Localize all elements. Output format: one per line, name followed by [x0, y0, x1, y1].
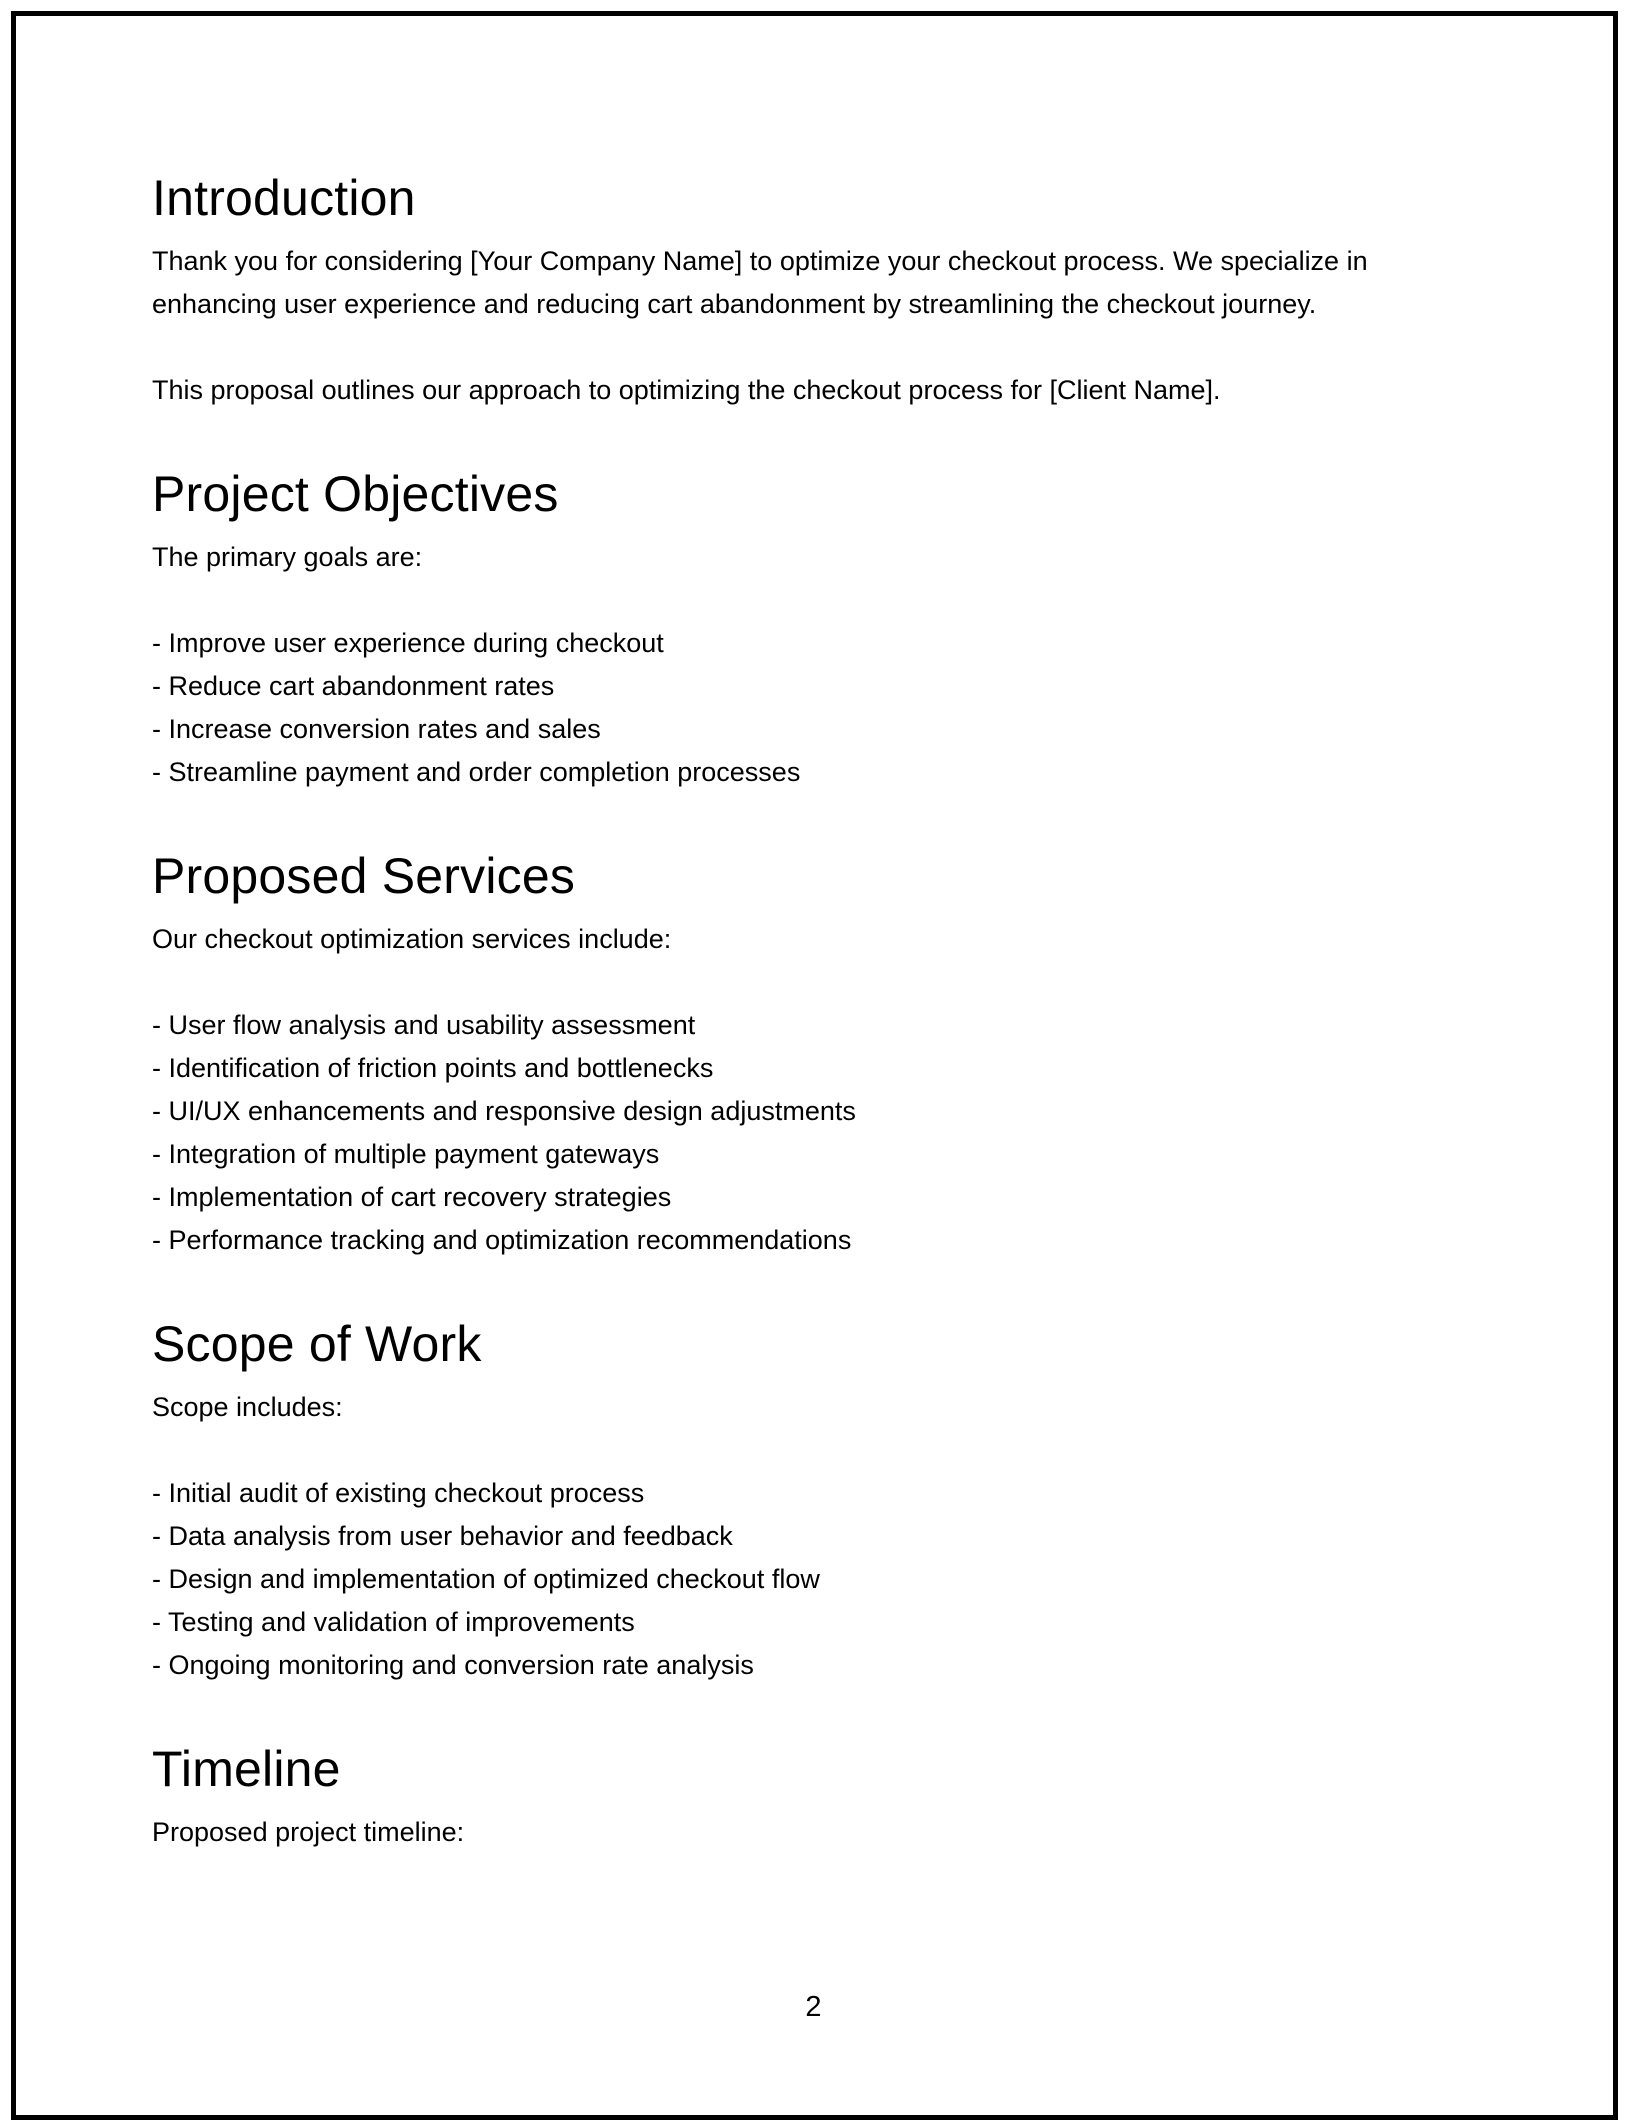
section-title-introduction: Introduction — [152, 170, 416, 226]
intro-line-1: Thank you for considering [Your Company Name] to optimize your checkout process. We specialize in — [152, 246, 1368, 276]
list-item: - Design and implementation of optimized checkout flow — [152, 1564, 820, 1594]
list-item: - Ongoing monitoring and conversion rate analysis — [152, 1650, 754, 1680]
objectives-intro: The primary goals are: — [152, 542, 423, 572]
list-item: - User flow analysis and usability assessment — [152, 1010, 696, 1040]
list-item: - Integration of multiple payment gateways — [152, 1139, 660, 1169]
timeline-intro: Proposed project timeline: — [152, 1817, 465, 1847]
services-list — [152, 1004, 1452, 1262]
list-item: - Increase conversion rates and sales — [152, 714, 601, 744]
list-item: - Testing and validation of improvements — [152, 1607, 635, 1637]
scope-intro: Scope includes: — [152, 1392, 343, 1422]
intro-line-3: This proposal outlines our approach to optimizing the checkout process for [Client Name]. — [152, 375, 1221, 405]
list-item: - Identification of friction points and bottlenecks — [152, 1053, 714, 1083]
list-item: - Improve user experience during checkout — [152, 628, 664, 658]
list-item: - Initial audit of existing checkout process — [152, 1478, 645, 1508]
section-title-scope: Scope of Work — [152, 1316, 482, 1372]
scope-list — [152, 1472, 1452, 1687]
services-intro: Our checkout optimization services include: — [152, 924, 672, 954]
list-item: - Streamline payment and order completion processes — [152, 757, 801, 787]
document-body — [152, 168, 1452, 1854]
list-item: - Data analysis from user behavior and feedback — [152, 1521, 733, 1551]
section-title-timeline: Timeline — [152, 1741, 341, 1797]
list-item: - Reduce cart abandonment rates — [152, 671, 555, 701]
page-number: 2 — [805, 1991, 822, 2023]
objectives-list — [152, 622, 1452, 794]
intro-line-2: enhancing user experience and reducing cart abandonment by streamlining the checkout journey. — [152, 289, 1317, 319]
list-item: - Implementation of cart recovery strategies — [152, 1182, 672, 1212]
list-item: - UI/UX enhancements and responsive design adjustments — [152, 1096, 856, 1126]
section-title-services: Proposed Services — [152, 848, 576, 904]
list-item: - Performance tracking and optimization recommendations — [152, 1225, 852, 1255]
section-title-objectives: Project Objectives — [152, 466, 559, 522]
